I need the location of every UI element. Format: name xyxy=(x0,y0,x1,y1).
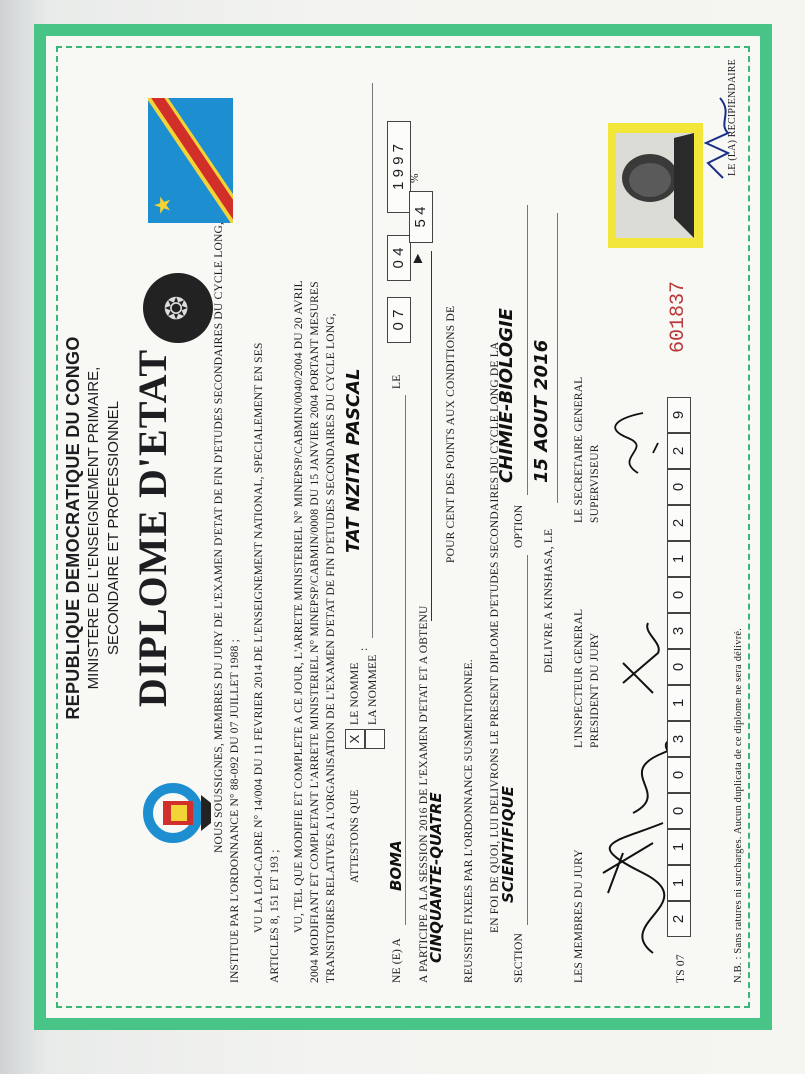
secretary-subtitle: SUPERVISEUR xyxy=(589,444,601,523)
code-digits xyxy=(667,397,691,937)
score-words: CINQUANTE-QUATRE xyxy=(427,792,445,963)
preamble-line-5: VU, TEL QUE MODIFIE ET COMPLETE A CE JOUR, L'ARRETE MINISTERIEL N° MINEPSP/CABMIN/0040/2004 DU 20 AVRIL xyxy=(293,280,305,933)
reussite-text: REUSSITE FIXEES PAR L'ORDONNANCE SUSMENTIONNEE. xyxy=(463,659,475,983)
code-digit: 0 xyxy=(667,577,691,613)
secretary-signature-icon xyxy=(608,403,663,483)
birth-label: NE (E) A xyxy=(391,937,403,983)
diploma-title: DIPLOME D'ETAT xyxy=(130,348,175,708)
code-digit: 3 xyxy=(667,721,691,757)
attest-label: ATTESTONS QUE xyxy=(349,789,361,883)
preamble-line-7: TRANSITOIRES RELATIVES A L'ORGANISATION DE L'EXAMEN D'ETAT DE FIN D'ETUDES SECONDAIRES DU CYCLE LONG, xyxy=(325,313,337,983)
le-nomme-checkbox[interactable]: X xyxy=(345,729,365,749)
code-digit: 2 xyxy=(667,505,691,541)
name-colon: : xyxy=(358,647,370,651)
code-digit: 9 xyxy=(667,397,691,433)
code-digit: 1 xyxy=(667,829,691,865)
ts-label: TS 07 xyxy=(675,954,687,983)
name-line xyxy=(358,83,373,638)
congo-flag-icon: ★ xyxy=(148,98,233,223)
code-digit: 0 xyxy=(667,469,691,505)
la-nommee-label: LA NOMMEE xyxy=(367,654,379,725)
inspector-signature-icon xyxy=(613,613,673,703)
code-digit: 0 xyxy=(667,757,691,793)
foi-text: EN FOI DE QUOI, LUI DELIVRONS LE PRESENT DIPLOME D'ETUDES SECONDAIRES DU CYCLE LONG DE LA xyxy=(489,341,501,933)
serial-number: 601837 xyxy=(667,280,690,353)
score-arrow-line xyxy=(417,251,432,621)
ministry-line-2: SECONDAIRE ET PROFESSIONNEL xyxy=(105,401,122,655)
le-nomme-label: LE NOMME xyxy=(349,662,361,725)
score-digits: 5 4 xyxy=(409,191,433,243)
jury-label: LES MEMBRES DU JURY xyxy=(573,849,585,983)
inspector-title: L'INSPECTEUR GENERAL xyxy=(573,608,585,748)
option-label: OPTION xyxy=(513,504,525,548)
ministry-line-1: MINISTERE DE L'ENSEIGNEMENT PRIMAIRE, xyxy=(85,366,102,690)
code-digit: 1 xyxy=(667,685,691,721)
code-digit: 1 xyxy=(667,865,691,901)
birth-year: 1 9 9 7 xyxy=(387,121,411,213)
republic-heading: REPUBLIQUE DEMOCRATIQUE DU CONGO xyxy=(63,336,83,720)
birth-le-label: LE xyxy=(391,374,403,389)
birth-month: 0 4 xyxy=(387,235,411,281)
jury-signatures-icon xyxy=(593,723,713,963)
code-digit: 0 xyxy=(667,649,691,685)
code-digit: 0 xyxy=(667,793,691,829)
code-digit: 2 xyxy=(667,433,691,469)
section-value: SCIENTIFIQUE xyxy=(499,785,517,903)
preamble-line-6: 2004 MODIFIANT ET COMPLETANT L'ARRETE MINISTERIEL N° MINEPSP/CABMIN/0008 DU 15 JANVIER 2004 PORTANT MESURES xyxy=(309,281,321,983)
holder-signature-icon xyxy=(698,93,738,183)
birth-day: 0 7 xyxy=(387,297,411,343)
pour-cent-text: POUR CENT DES POINTS AUX CONDITIONS DE xyxy=(445,305,457,563)
preamble-line-1: NOUS SOUSSIGNES, MEMBRES DU JURY DE L'EXAMEN D'ETAT DE FIN D'ETUDES SECONDAIRES DU CYCLE LONG, xyxy=(213,221,225,853)
preamble-line-3: VU LA LOI-CADRE N° 14/004 DU 11 FEVRIER 2014 DE L'ENSEIGNEMENT NATIONAL, SPECIALEMENT EN SES xyxy=(253,342,265,933)
diploma-document xyxy=(53,53,753,1003)
code-digit: 3 xyxy=(667,613,691,649)
arrow-icon: ▶ xyxy=(410,253,424,263)
holder-label: LE (LA) RECIPIENDAIRE xyxy=(727,59,738,176)
percent-sign: % xyxy=(409,173,421,183)
birth-place: BOMA xyxy=(387,840,405,891)
inspector-subtitle: PRESIDENT DU JURY xyxy=(589,632,601,748)
delivery-date: 15 AOUT 2016 xyxy=(531,339,552,483)
code-digit: 2 xyxy=(667,901,691,937)
holder-name: TAT NZITA PASCAL xyxy=(343,368,364,553)
holder-photo xyxy=(608,123,703,248)
preamble-line-4: ARTICLES 8, 151 ET 193 ; xyxy=(269,849,281,983)
session-label: A PARTICIPE A LA SESSION 2016 DE L'EXAMEN D'ETAT ET A OBTENU xyxy=(418,605,430,983)
secretary-title: LE SECRETAIRE GENERAL xyxy=(573,376,585,523)
footer-note: N.B. : Sans ratures ni surcharges. Aucun duplicata de ce diplome ne sera délivré. xyxy=(733,627,744,983)
leopard-emblem-icon: ❂ xyxy=(143,273,213,343)
preamble-line-2: INSTITUE PAR L'ORDONNANCE N° 88-092 DU 07 JUILLET 1988 ; xyxy=(229,638,241,983)
la-nommee-checkbox[interactable] xyxy=(365,729,385,749)
delivery-label: DELIVRE A KINSHASA, LE xyxy=(543,528,555,673)
section-label: SECTION xyxy=(513,933,525,983)
coat-of-arms-icon xyxy=(141,783,216,843)
option-value: CHIMIE-BIOLOGIE xyxy=(496,308,517,483)
code-digit: 1 xyxy=(667,541,691,577)
portrait-icon xyxy=(616,133,694,238)
